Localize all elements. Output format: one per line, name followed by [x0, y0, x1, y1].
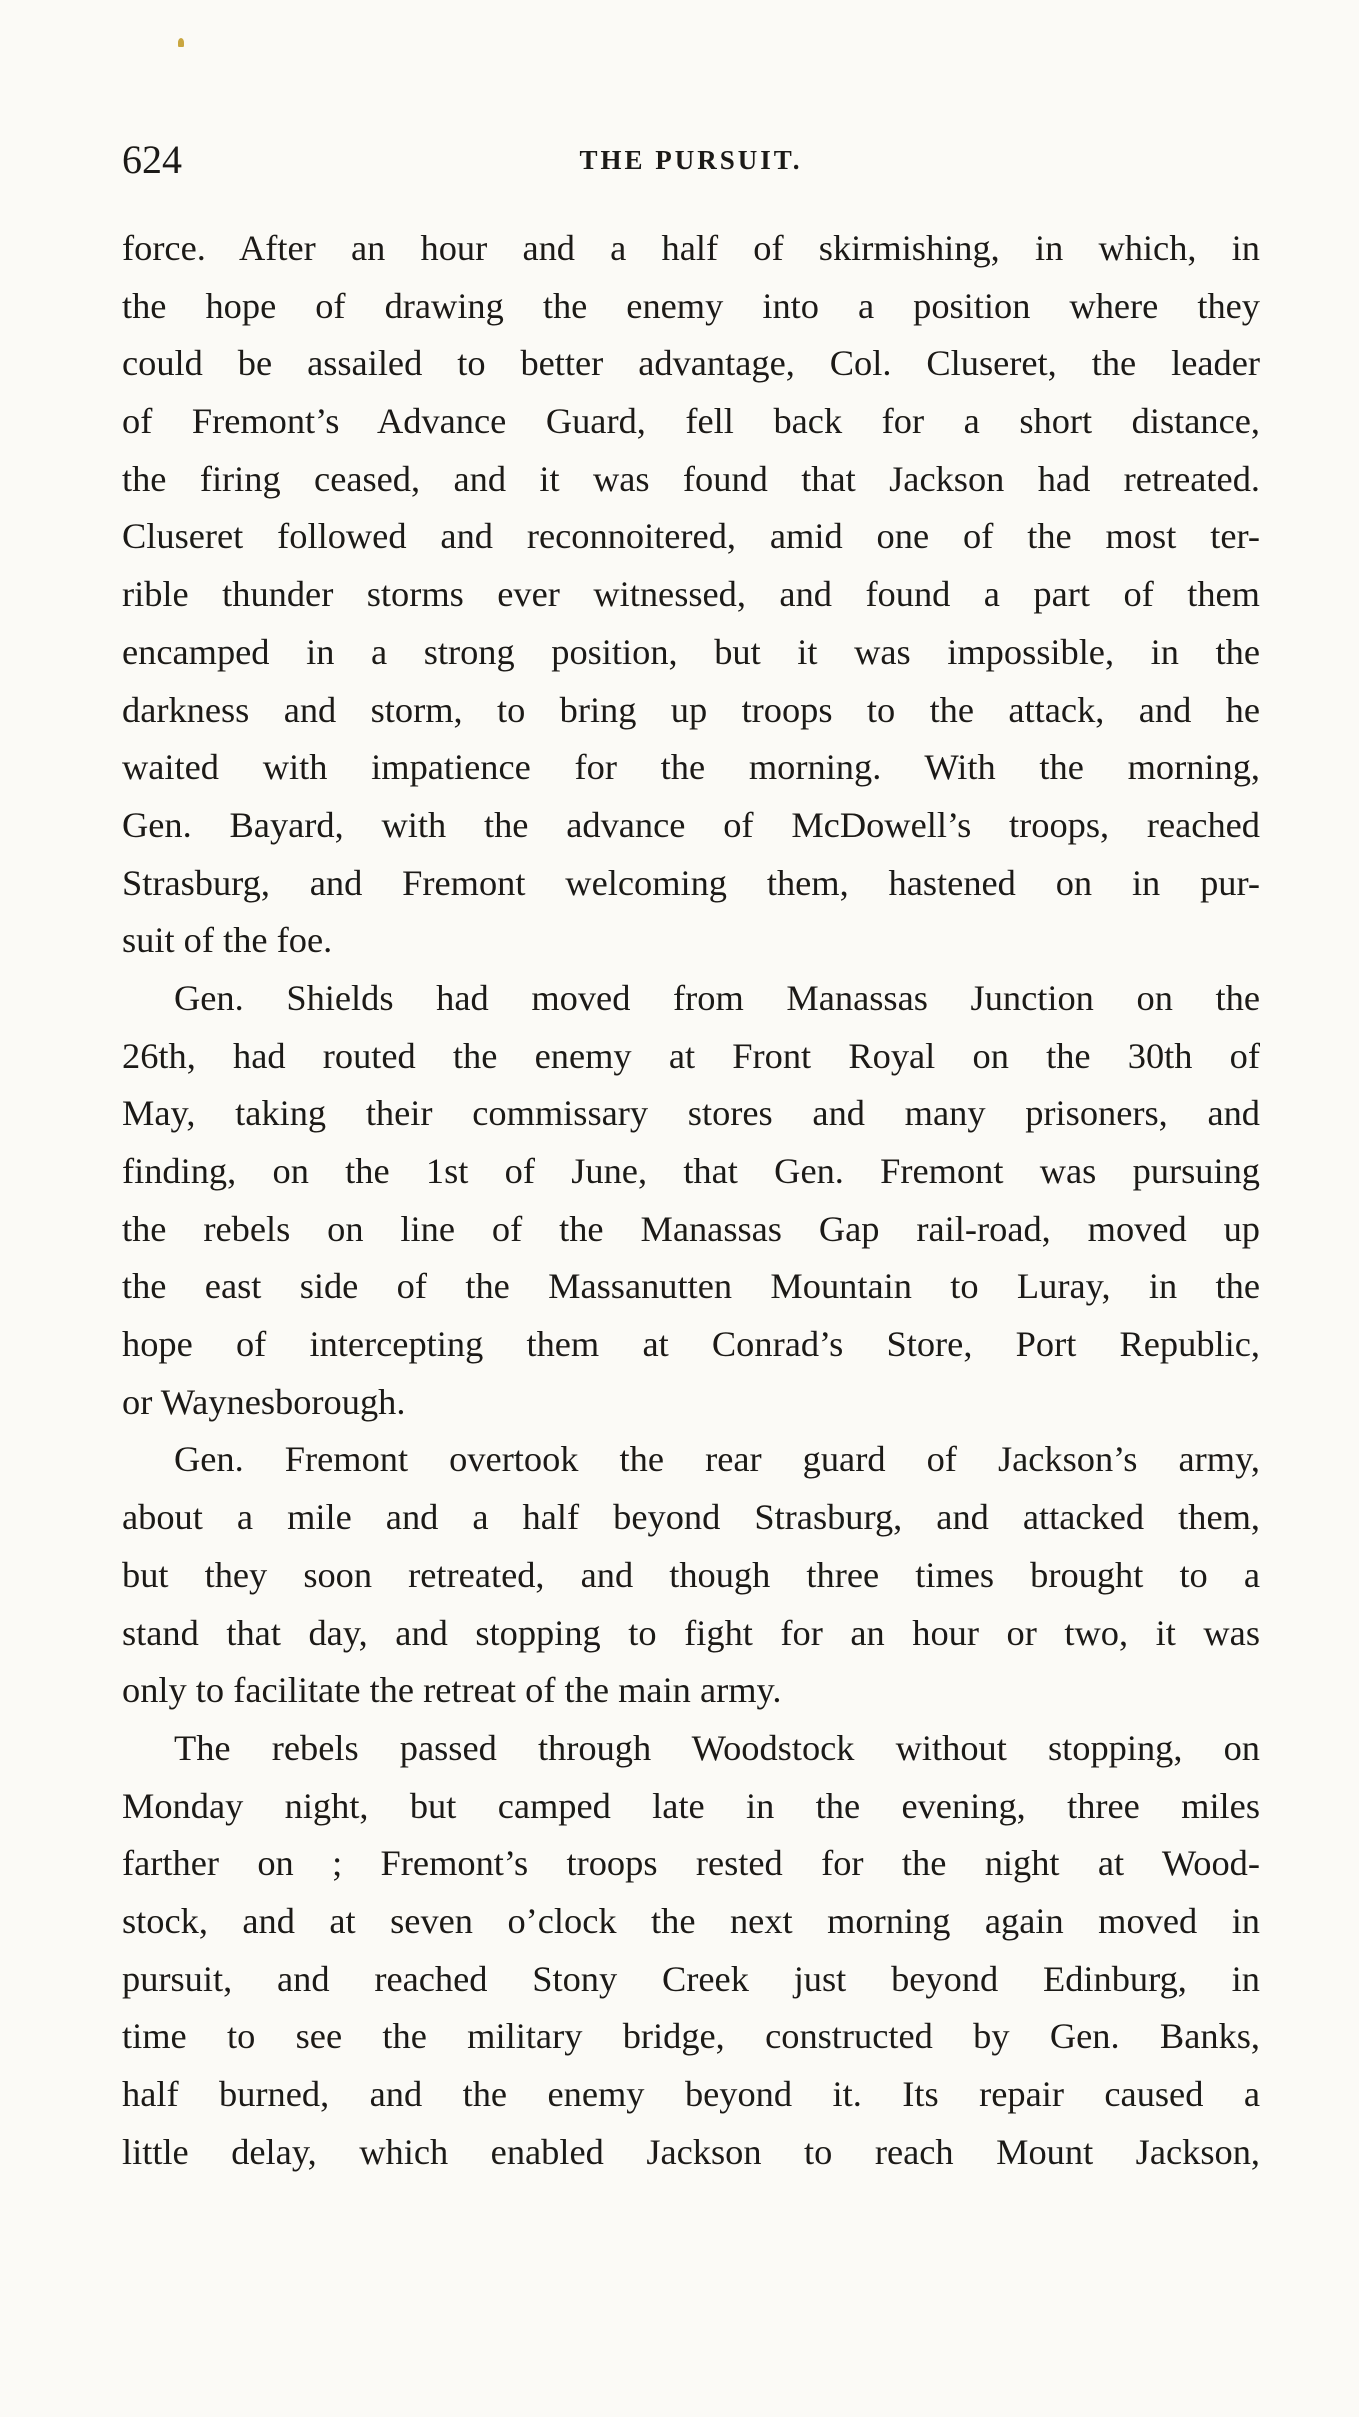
text-line: Gen. Fremont overtook the rear guard of Jackson’s army, — [174, 1439, 1260, 1480]
text-line: May, taking their commissary stores and many prisoners, and — [122, 1093, 1260, 1134]
text-line: force. After an hour and a half of skirmishing, in which, in — [122, 228, 1260, 268]
text-line: the east side of the Massanutten Mountain to Luray, in the — [122, 1266, 1260, 1307]
text-line: 26th, had routed the enemy at Front Royal on the 30th of — [122, 1035, 1260, 1076]
text-line: pursuit, and reached Stony Creek just beyond Edinburg, in — [122, 1958, 1260, 1999]
text-line: stand that day, and stopping to fight for an hour or two, it was — [122, 1612, 1260, 1653]
text-line: or Waynesborough. — [122, 1381, 406, 1422]
text-line: the rebels on line of the Manassas Gap rail-road, moved up — [122, 1208, 1260, 1249]
paragraph-3 — [122, 1431, 1260, 1719]
text-line: hope of intercepting them at Conrad’s Store, Port Republic, — [122, 1324, 1260, 1365]
text-line: of Fremont’s Advance Guard, fell back for a short distance, — [122, 401, 1260, 442]
text-line: farther on ; Fremont’s troops rested for the night at Wood- — [122, 1843, 1260, 1884]
text-line: finding, on the 1st of June, that Gen. Fremont was pursuing — [122, 1151, 1260, 1191]
text-line: about a mile and a half beyond Strasburg, and attacked them, — [122, 1497, 1260, 1538]
text-line: Cluseret followed and reconnoitered, amid one of the most ter- — [122, 516, 1260, 557]
text-line: Gen. Shields had moved from Manassas Junction on the — [174, 977, 1260, 1018]
text-line: the firing ceased, and it was found that Jackson had retreated. — [122, 458, 1260, 499]
body-text — [122, 220, 1260, 2181]
paragraph-4 — [122, 1720, 1260, 2182]
text-line: darkness and storm, to bring up troops to the attack, and he — [122, 689, 1260, 730]
text-line: little delay, which enabled Jackson to reach Mount Jackson, — [122, 2131, 1260, 2172]
text-line: suit of the foe. — [122, 920, 333, 961]
text-line: half burned, and the enemy beyond it. Its repair caused a — [122, 2074, 1260, 2114]
page-header — [122, 130, 1260, 190]
text-line: the hope of drawing the enemy into a position where they — [122, 285, 1260, 326]
text-line: stock, and at seven o’clock the next morning again moved in — [122, 1900, 1260, 1941]
text-line: Strasburg, and Fremont welcoming them, hastened on in pur- — [122, 862, 1260, 903]
text-line: Gen. Bayard, with the advance of McDowell’s troops, reached — [122, 804, 1260, 845]
paragraph-2 — [122, 970, 1260, 1432]
running-title: THE PURSUIT. — [579, 145, 803, 175]
text-line: rible thunder storms ever witnessed, and found a part of them — [122, 574, 1260, 615]
text-line: The rebels passed through Woodstock without stopping, on — [174, 1727, 1260, 1768]
ink-speck — [178, 38, 184, 47]
text-line: time to see the military bridge, constructed by Gen. Banks, — [122, 2016, 1260, 2057]
text-line: Monday night, but camped late in the evening, three miles — [122, 1785, 1260, 1826]
text-line: waited with impatience for the morning. With the morning, — [122, 747, 1260, 788]
text-line: could be assailed to better advantage, Col. Cluseret, the leader — [122, 343, 1260, 384]
paragraph-1 — [122, 220, 1260, 970]
text-line: encamped in a strong position, but it was impossible, in the — [122, 631, 1260, 672]
text-line: but they soon retreated, and though three times brought to a — [122, 1554, 1260, 1595]
page-number: 624 — [122, 137, 182, 182]
text-line: only to facilitate the retreat of the main army. — [122, 1670, 782, 1711]
